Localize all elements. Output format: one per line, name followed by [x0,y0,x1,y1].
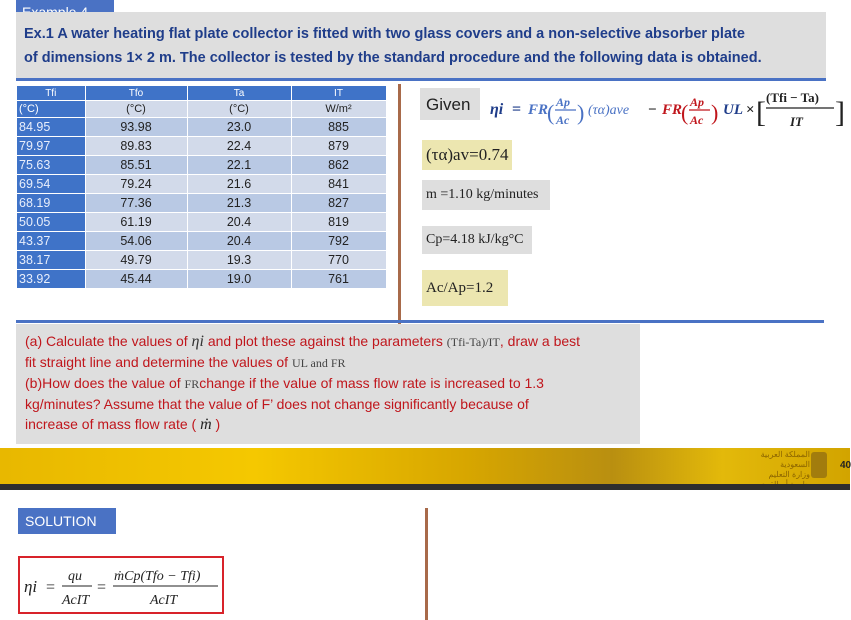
formula-paren: ( [681,100,689,125]
formula-paren: ) [711,100,719,125]
table-cell: 38.17 [17,251,85,270]
table-cell: 827 [291,194,386,213]
table-cell: 20.4 [187,232,291,251]
tau-alpha-value: (τα)av=0.74 [422,140,512,170]
eq-equals: = [46,579,56,596]
solution-equation [20,558,222,612]
table-cell: 761 [291,270,386,289]
table-cell: 85.51 [85,156,187,175]
eq-acit: AcIT [62,593,90,608]
table-row [17,213,386,232]
table-cell: 22.1 [187,156,291,175]
formula-paren: ( [547,100,555,125]
given-label: Given [426,95,471,114]
table-cell: 879 [291,137,386,156]
formula-fr-2: FR [662,102,683,118]
question-a-line-1: (a) Calculate the values of ηi and plot these against the parameters (Tfi-Ta)/IT, draw a best [25,333,581,350]
eq-equals: = [97,579,107,596]
eq-eta: ηi [24,577,38,596]
table-header-units [17,101,386,118]
question-b-text: (b)How does the value of [25,375,181,391]
question-text [25,331,635,435]
problem-line-1: Ex.1 A water heating flat plate collector is fitted with two glass covers and a non-selective absorber plate [24,26,745,42]
solution-equation-box [18,556,224,614]
formula-denominator: IT [790,114,803,129]
table-cell: 68.19 [17,194,85,213]
table-cell: 770 [291,251,386,270]
table-row [17,251,386,270]
table-cell: 792 [291,232,386,251]
university-banner [0,448,850,484]
section-rule [16,320,824,323]
parameter-symbol: (Tfi-Ta)/IT [446,335,500,349]
table-row [17,194,386,213]
question-a-text: draw a best [507,333,581,349]
title-rule [16,78,826,81]
formula-fr-1: FR [528,102,549,118]
header-tfo: Tfo [85,86,187,101]
fr-symbol: FR [184,377,200,391]
problem-statement [24,22,824,70]
formula-paren: ) [577,100,585,125]
formula-ac-2: Ac [690,113,704,127]
unit-ta: (°C) [187,101,291,118]
table-cell: 79.97 [17,137,85,156]
table-cell: 84.95 [17,118,85,137]
formula-bracket: [ [756,96,766,129]
problem-line-2: of dimensions 1× 2 m. The collector is tested by the standard procedure and the following data is obtained. [24,50,762,66]
banner-bottom-strip [0,484,850,490]
eq-numerator: ṁCp(Tfo − Tfi) [114,569,201,584]
table-row [17,232,386,251]
page-number: 40 [840,460,851,471]
formula-tau-alpha: (τα)ave [588,103,630,118]
formula-minus: − [648,102,657,118]
formula-eta: ηi [490,101,504,118]
formula-bracket: ] [835,96,845,129]
vertical-divider [425,508,428,620]
mdot-symbol: ṁ [200,416,212,433]
formula-ap-2: Ap [690,95,705,109]
table-cell: 21.3 [187,194,291,213]
table-header-symbols [17,86,386,101]
table-cell: 45.44 [85,270,187,289]
unit-it: W/m² [291,101,386,118]
table-cell: 819 [291,213,386,232]
table-cell: 89.83 [85,137,187,156]
question-a-text: and plot these against the parameters [207,333,443,349]
university-logo-icon [811,452,827,478]
vertical-divider [398,84,401,324]
header-tfi: Tfi [17,86,85,101]
eq-denominator: AcIT [150,593,178,608]
question-b-text: increase of mass flow rate ( [25,416,197,432]
solution-label: SOLUTION [18,508,116,534]
mass-flow-value: m =1.10 kg/minutes [422,180,550,210]
table-cell: 49.79 [85,251,187,270]
question-b-line-3 [25,414,635,435]
header-it: IT [291,86,386,101]
table-cell: 33.92 [17,270,85,289]
table-cell: 75.63 [17,156,85,175]
table-cell: 841 [291,175,386,194]
question-a-text: (a) Calculate the values of [25,333,188,349]
formula-eq: = [512,101,522,118]
unit-tfi: (°C) [17,101,85,118]
eta-symbol: ηi [191,333,204,350]
table-cell: 862 [291,156,386,175]
question-b-line-1 [25,373,635,394]
logo-line: وزارة التعليم [768,470,810,479]
table-row [17,156,386,175]
table-row [17,175,386,194]
table-cell: 79.24 [85,175,187,194]
logo-line: المملكة العربية السعودية [760,450,810,469]
table-row [17,137,386,156]
table-cell: 69.54 [17,175,85,194]
table-row [17,270,386,289]
area-ratio-value: Ac/Ap=1.2 [422,270,508,306]
formula-ap-1: Ap [556,95,571,109]
table-cell: 19.0 [187,270,291,289]
table-cell: 54.06 [85,232,187,251]
table-cell: 23.0 [187,118,291,137]
question-a-line-2 [25,352,635,373]
table-cell: 93.98 [85,118,187,137]
formula-ul: UL [723,102,743,118]
question-b-text: change if the value of mass flow rate is increased to 1.3 [199,375,544,391]
data-table [17,86,387,289]
table-cell: 50.05 [17,213,85,232]
table-cell: 43.37 [17,232,85,251]
formula-times: × [746,102,755,118]
table-cell: 21.6 [187,175,291,194]
unit-tfo: (°C) [85,101,187,118]
ul-fr-symbols: UL and FR [291,356,346,370]
formula-ac-1: Ac [556,113,570,127]
table-cell: 22.4 [187,137,291,156]
table-cell: 885 [291,118,386,137]
question-a-text: fit straight line and determine the values of [25,354,289,370]
formula-numerator: (Tfi − Ta) [766,90,819,105]
table-cell: 61.19 [85,213,187,232]
question-b-text: ) [215,416,221,432]
table-cell: 19.3 [187,251,291,270]
header-ta: Ta [187,86,291,101]
table-row [17,118,386,137]
table-cell: 77.36 [85,194,187,213]
specific-heat-value: Cp=4.18 kJ/kg°C [422,226,532,254]
table-cell: 20.4 [187,213,291,232]
question-b-line-2: kg/minutes? Assume that the value of F’ does not change significantly because of [25,396,529,412]
efficiency-formula [490,84,845,136]
eq-qu: qu [68,569,82,584]
